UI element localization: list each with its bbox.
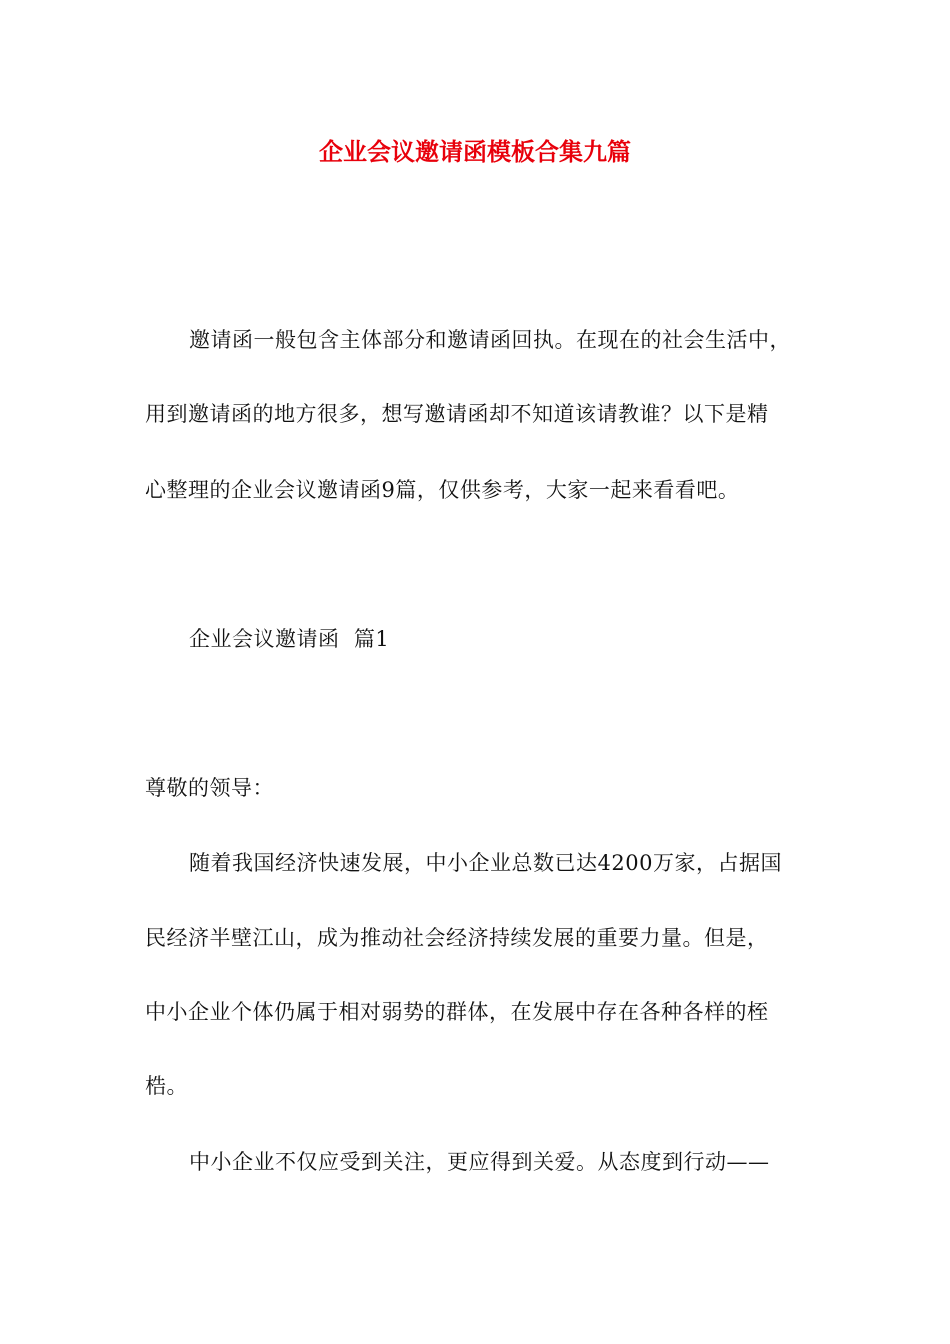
intro-line-3: 心整理的企业会议邀请函9篇，仅供参考，大家一起来看看吧。 [145, 478, 740, 502]
document-title: 企业会议邀请函模板合集九篇 [319, 137, 631, 166]
paragraph1-line-2: 民经济半壁江山，成为推动社会经济持续发展的重要力量。但是， [145, 926, 769, 950]
section-heading: 企业会议邀请函 篇1 [189, 627, 390, 651]
paragraph1-line-3: 中小企业个体仍属于相对弱势的群体，在发展中存在各种各样的桎 [145, 1000, 769, 1024]
paragraph2-line-1: 中小企业不仅应受到关注，更应得到关爱。从态度到行动—— [189, 1150, 770, 1174]
intro-line-2: 用到邀请函的地方很多，想写邀请函却不知道该请教谁？以下是精 [145, 402, 769, 426]
paragraph1-line-1: 随着我国经济快速发展，中小企业总数已达4200万家，占据国 [189, 851, 782, 875]
intro-line-1: 邀请函一般包含主体部分和邀请函回执。在现在的社会生活中， [189, 328, 791, 352]
paragraph1-line-4: 梏。 [145, 1074, 188, 1098]
salutation: 尊敬的领导： [145, 776, 274, 800]
